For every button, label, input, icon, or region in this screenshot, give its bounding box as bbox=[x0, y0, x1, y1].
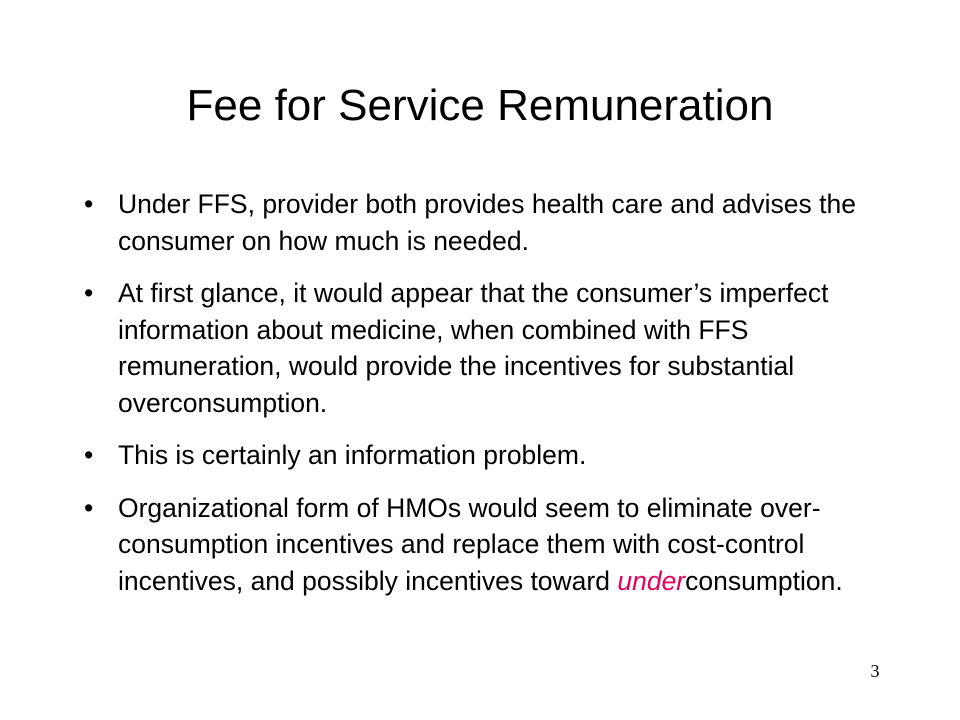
bullet-marker: • bbox=[84, 440, 94, 470]
emphasized-word: under bbox=[617, 565, 686, 596]
bullet-text: Under FFS, provider both provides health care and advises the consumer on how much is needed. bbox=[118, 189, 856, 256]
bullet-text bbox=[118, 493, 843, 596]
bullet-text: This is certainly an information problem. bbox=[118, 440, 587, 470]
page-number: 3 bbox=[870, 661, 880, 681]
bullet-item-4 bbox=[78, 490, 918, 600]
bullet-item-1 bbox=[78, 186, 918, 259]
bullet-text-start: Organizational form of HMOs would seem to eliminate over- consumption incentives and replace them with cost-control incentives, and possibly incentives toward bbox=[118, 492, 821, 596]
bullet-text: At first glance, it would appear that the consumer’s imperfect information about medicine, when combined with FFS remuneration, would provide the incentives for substantial overconsumption. bbox=[118, 278, 829, 418]
bullet-marker: • bbox=[84, 278, 94, 308]
bullet-item-2 bbox=[78, 275, 918, 421]
bullet-list bbox=[78, 186, 918, 615]
bullet-text-end: consumption. bbox=[685, 565, 843, 596]
slide-title: Fee for Service Remuneration bbox=[186, 81, 774, 130]
bullet-marker: • bbox=[84, 189, 94, 219]
bullet-item-3 bbox=[78, 437, 918, 474]
bullet-marker: • bbox=[84, 492, 94, 523]
